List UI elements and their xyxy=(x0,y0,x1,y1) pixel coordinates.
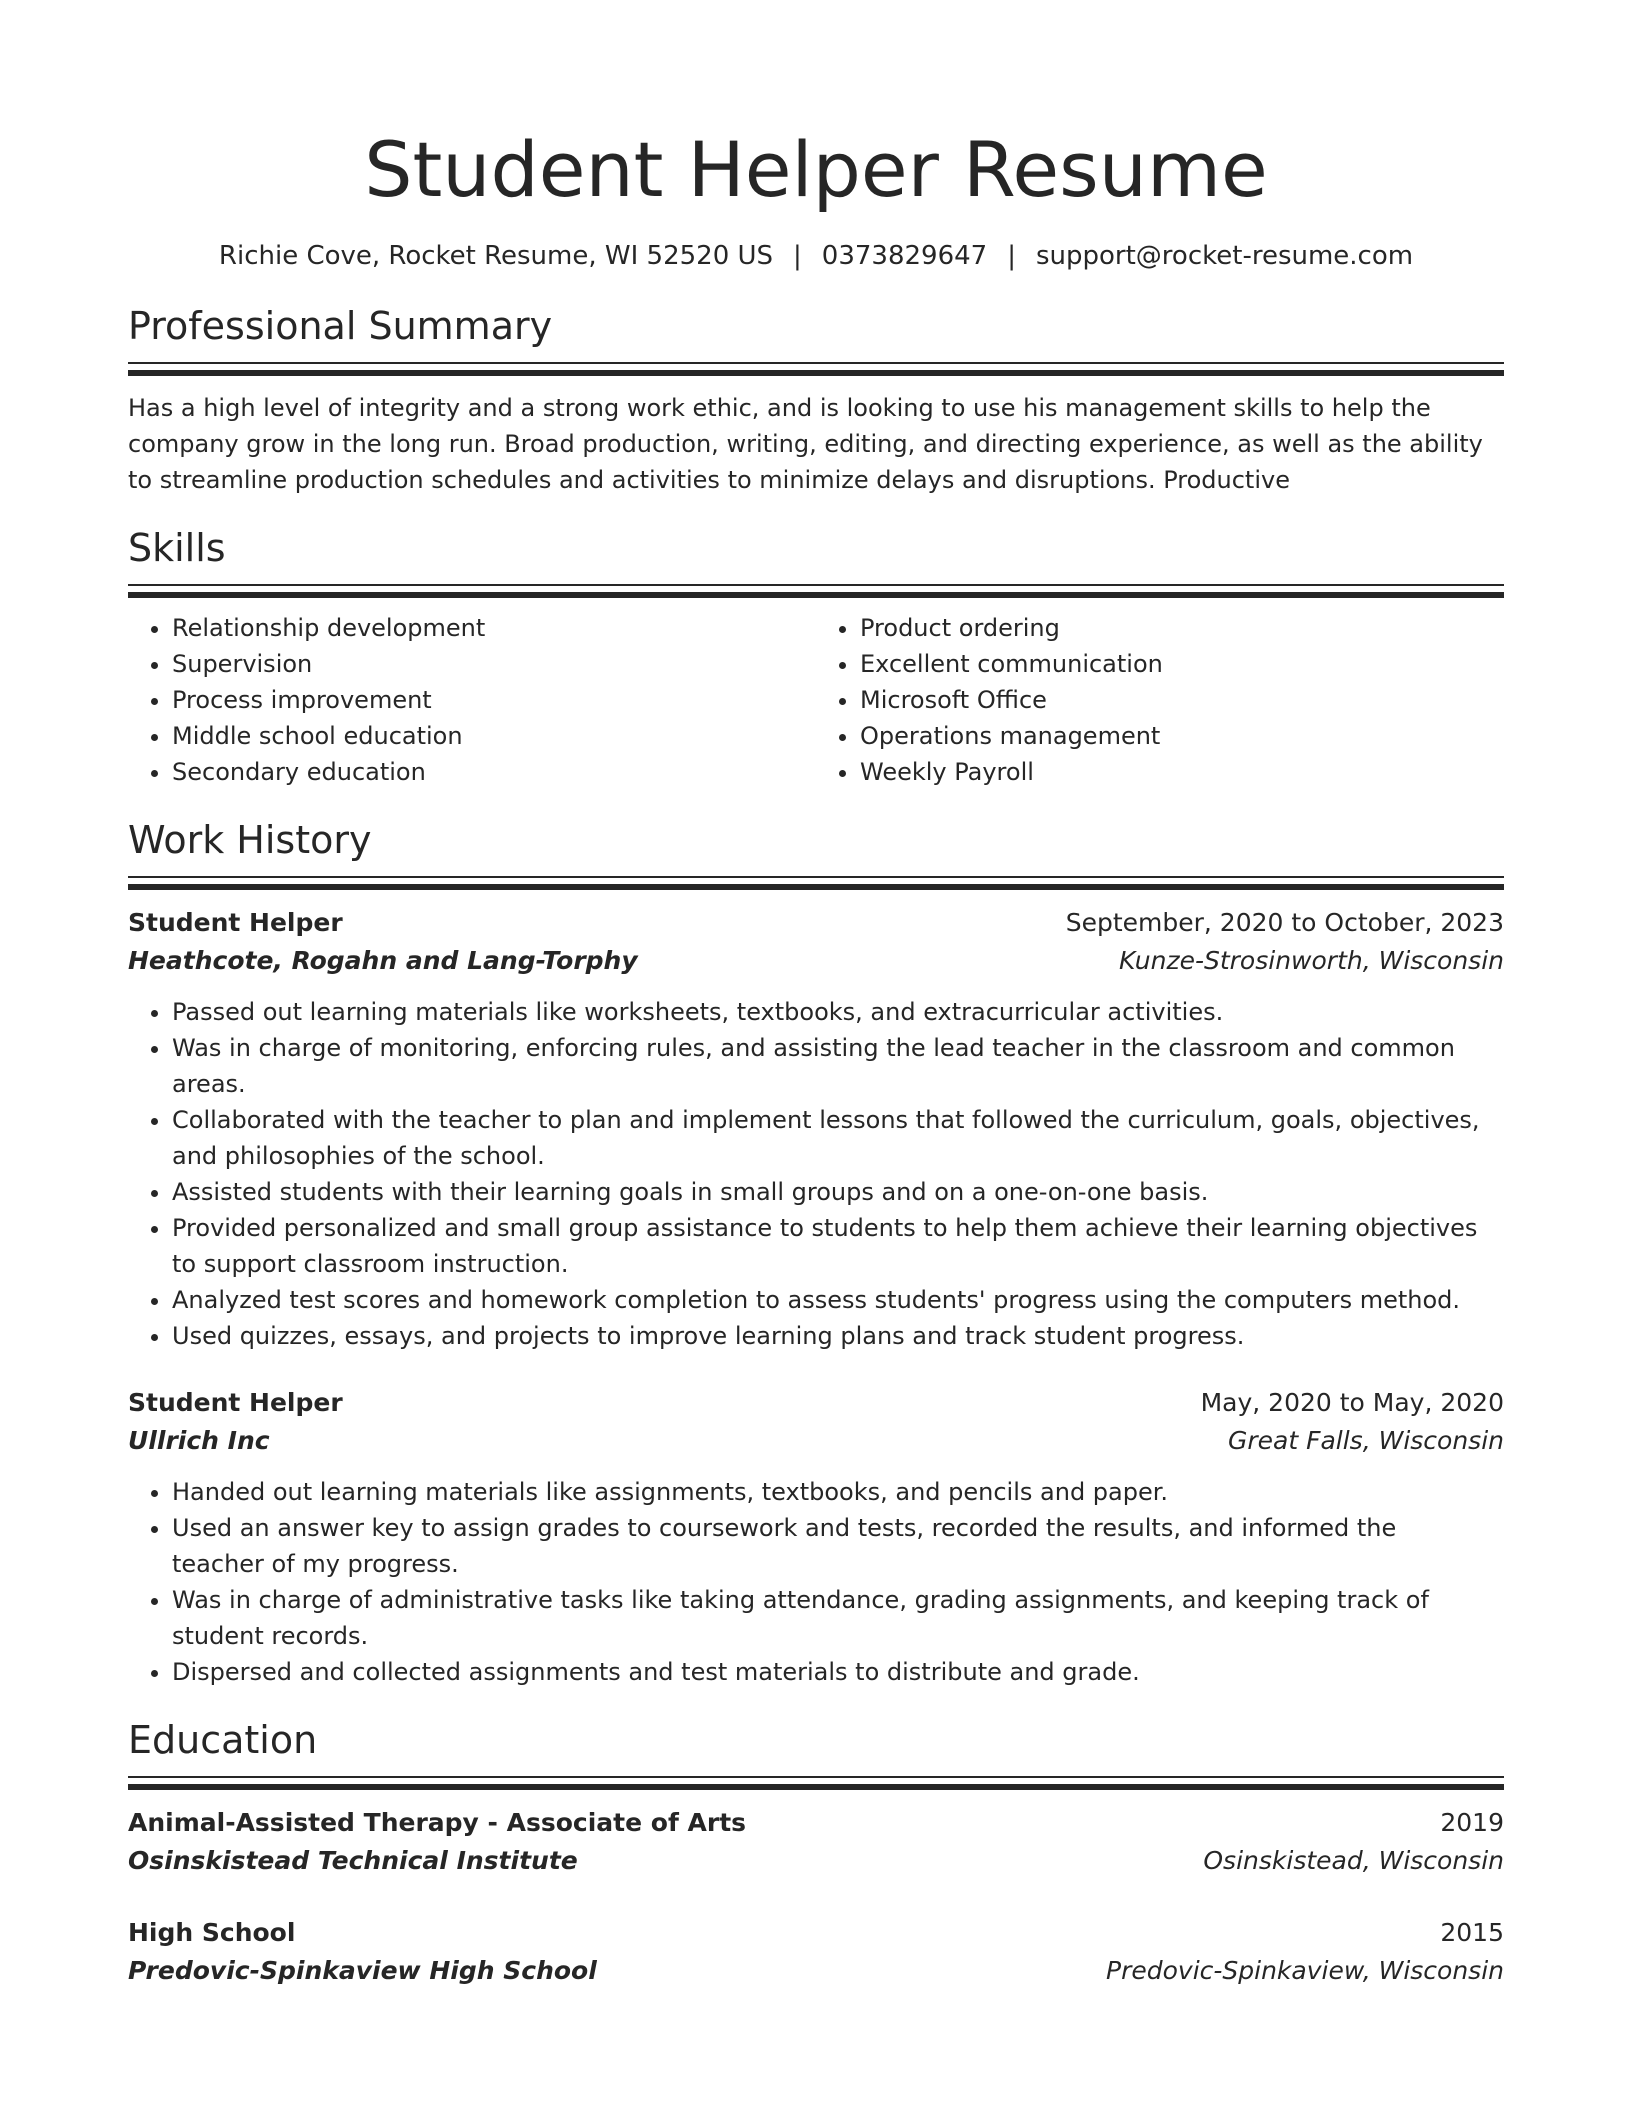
contact-separator: | xyxy=(1007,241,1016,271)
job-company-row xyxy=(128,1422,1504,1460)
job-entry xyxy=(128,1384,1504,1690)
section-divider xyxy=(128,584,1504,598)
education-degree-row xyxy=(128,1914,1504,1952)
education-school-row xyxy=(128,1842,1504,1880)
skill-item: • Secondary education xyxy=(172,754,816,790)
education-section xyxy=(128,1714,1504,1990)
skills-heading: Skills xyxy=(128,526,226,570)
contact-separator: | xyxy=(793,241,802,271)
skill-item: • Process improvement xyxy=(172,682,816,718)
job-bullet: • Used quizzes, essays, and projects to improve learning plans and track student progress. xyxy=(172,1318,1504,1354)
summary-text: Has a high level of integrity and a strong work ethic, and is looking to use his management skills to help the company grow in the long run. Broad production, writing, editing, and directing experience, as well as the ability to streamline production schedules and activities to minimize delays and disruptions. Productive xyxy=(128,394,1483,494)
education-year: 2015 xyxy=(1440,1918,1504,1947)
education-degree: Animal-Assisted Therapy - Associate of Arts xyxy=(128,1808,747,1837)
education-entry xyxy=(128,1804,1504,1880)
skill-item: • Middle school education xyxy=(172,718,816,754)
education-school-row xyxy=(128,1952,1504,1990)
job-location: Great Falls, Wisconsin xyxy=(1227,1426,1504,1455)
job-company-row xyxy=(128,942,1504,980)
skill-item: • Excellent communication xyxy=(860,646,1504,682)
skills-list-left xyxy=(128,610,816,790)
skills-list-right xyxy=(816,610,1504,790)
job-header-row xyxy=(128,904,1504,942)
contact-email[interactable]: support@rocket-resume.com xyxy=(1035,241,1414,271)
skill-item: • Product ordering xyxy=(860,610,1504,646)
education-entry xyxy=(128,1914,1504,1990)
education-location: Osinskistead, Wisconsin xyxy=(1203,1846,1504,1875)
skill-item: • Operations management xyxy=(860,718,1504,754)
summary-heading: Professional Summary xyxy=(128,304,553,348)
job-bullet: • Dispersed and collected assignments and test materials to distribute and grade. xyxy=(172,1654,1504,1690)
job-location: Kunze-Strosinworth, Wisconsin xyxy=(1119,946,1504,975)
skills-columns xyxy=(128,610,1504,790)
work-history-section xyxy=(128,814,1504,1690)
job-bullet: • Passed out learning materials like worksheets, textbooks, and extracurricular activities. xyxy=(172,994,1504,1030)
job-title: Student Helper xyxy=(128,908,343,937)
job-company: Ullrich Inc xyxy=(128,1426,270,1455)
skill-item: • Supervision xyxy=(172,646,816,682)
education-location: Predovic-Spinkaview, Wisconsin xyxy=(1106,1956,1504,1985)
resume-page xyxy=(128,0,1504,1990)
skills-section xyxy=(128,522,1504,790)
job-bullet: • Assisted students with their learning goals in small groups and on a one-on-one basis. xyxy=(172,1174,1504,1210)
job-bullet: • Was in charge of administrative tasks like taking attendance, grading assignments, and keeping track of student records. xyxy=(172,1582,1504,1654)
skill-item: • Weekly Payroll xyxy=(860,754,1504,790)
job-bullet: • Provided personalized and small group assistance to students to help them achieve their learning objectives to support classroom instruction. xyxy=(172,1210,1504,1282)
job-bullet: • Analyzed test scores and homework completion to assess students' progress using the computers method. xyxy=(172,1282,1504,1318)
skill-item: • Relationship development xyxy=(172,610,816,646)
job-title: Student Helper xyxy=(128,1388,343,1417)
section-divider xyxy=(128,362,1504,376)
contact-line xyxy=(128,238,1504,274)
section-divider xyxy=(128,1776,1504,1790)
resume-title: Student Helper Resume xyxy=(364,125,1268,214)
education-degree-row xyxy=(128,1804,1504,1842)
job-dates: September, 2020 to October, 2023 xyxy=(1065,908,1504,937)
job-bullet: • Used an answer key to assign grades to coursework and tests, recorded the results, and informed the teacher of my progress. xyxy=(172,1510,1504,1582)
job-bullets xyxy=(128,1474,1504,1690)
job-header-row xyxy=(128,1384,1504,1422)
job-entry xyxy=(128,904,1504,1354)
job-company: Heathcote, Rogahn and Lang-Torphy xyxy=(128,946,638,975)
education-year: 2019 xyxy=(1440,1808,1504,1837)
job-bullets xyxy=(128,994,1504,1354)
work-history-heading: Work History xyxy=(128,818,372,862)
contact-address: Richie Cove, Rocket Resume, WI 52520 US xyxy=(218,241,774,271)
section-divider xyxy=(128,876,1504,890)
skill-item: • Microsoft Office xyxy=(860,682,1504,718)
education-school: Osinskistead Technical Institute xyxy=(128,1846,578,1875)
job-bullet: • Collaborated with the teacher to plan and implement lessons that followed the curriculum, goals, objectives, and philosophies of the school. xyxy=(172,1102,1504,1174)
job-bullet: • Was in charge of monitoring, enforcing rules, and assisting the lead teacher in the classroom and common areas. xyxy=(172,1030,1504,1102)
contact-phone: 0373829647 xyxy=(821,241,988,271)
job-bullet: • Handed out learning materials like assignments, textbooks, and pencils and paper. xyxy=(172,1474,1504,1510)
education-degree: High School xyxy=(128,1918,296,1947)
summary-section xyxy=(128,300,1504,498)
job-dates: May, 2020 to May, 2020 xyxy=(1200,1388,1504,1417)
education-school: Predovic-Spinkaview High School xyxy=(128,1956,597,1985)
education-heading: Education xyxy=(128,1718,318,1762)
